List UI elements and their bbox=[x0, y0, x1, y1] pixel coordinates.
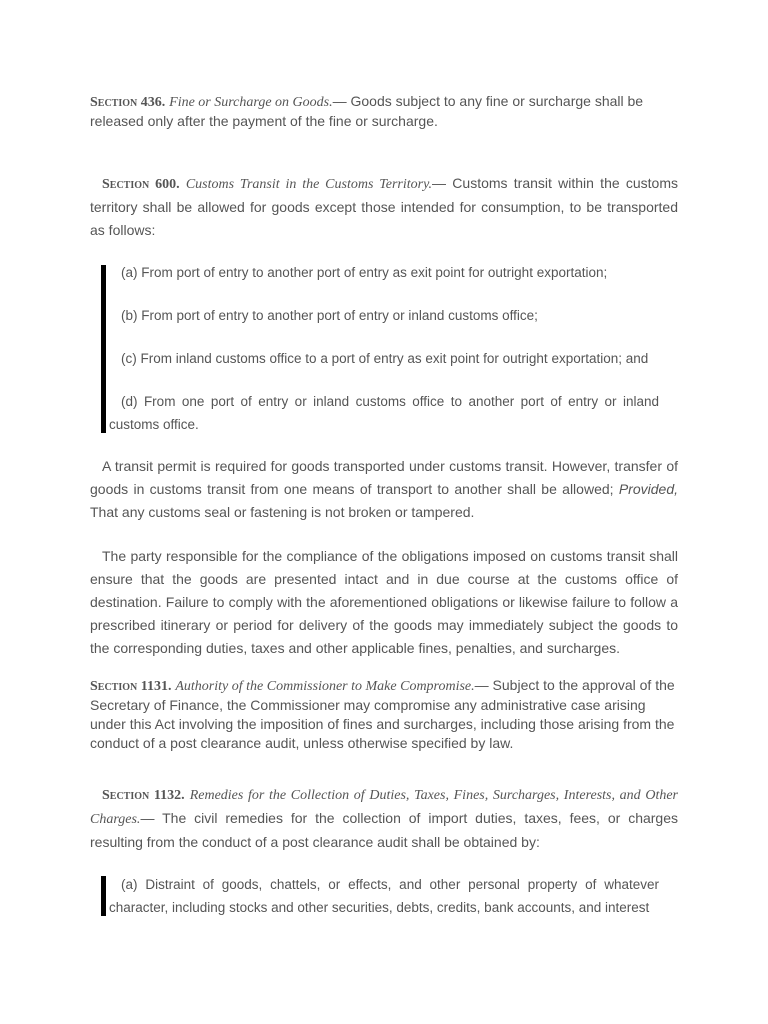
section-600-heading: Section 600. bbox=[102, 177, 180, 192]
section-1132 bbox=[90, 783, 678, 854]
quote-bar-2 bbox=[101, 876, 106, 916]
section-436 bbox=[90, 92, 678, 131]
section-1132-body: The civil remedies for the collection of import duties, taxes, fees, or charges resulting from the conduct of a post clearance audit shall be obtained by: bbox=[90, 810, 679, 850]
section-600-item-c: (c) From inland customs office to a port of entry as exit point for outright exportation; and bbox=[121, 351, 649, 366]
section-436-dash: — bbox=[332, 93, 347, 109]
section-1131-heading: Section 1131. bbox=[90, 679, 172, 694]
section-600-item-d: (d) From one port of entry or inland customs office to another port of entry or inland customs office. bbox=[109, 394, 659, 432]
section-600 bbox=[90, 172, 678, 242]
section-1132-dash: — bbox=[140, 810, 155, 826]
section-600-paragraph-2: The party responsible for the compliance of the obligations imposed on customs transit shall ensure that the goods are presented intact and in due course at the customs office of destination. Failure to comply with the aforementioned obligations or likewise failure to follow a prescribed itinerary or period for delivery of the goods may immediately subject the goods to the corresponding duties, taxes and other applicable fines, penalties, and surcharges. bbox=[90, 548, 678, 656]
section-1132-item-a: (a) Distraint of goods, chattels, or effects, and other personal property of whatever character, including stocks and other securities, debts, credits, bank accounts, and interest bbox=[109, 877, 659, 915]
section-600-item-a: (a) From port of entry to another port of entry as exit point for outright exportation; bbox=[121, 265, 608, 280]
section-1131-body: Subject to the approval of the Secretary of Finance, the Commissioner may compromise any administrative case arising under this Act involving the imposition of fines and surcharges, including those arising from the conduct of a post clearance audit, unless otherwise specified by law. bbox=[90, 677, 675, 751]
section-436-title: Fine or Surcharge on Goods. bbox=[169, 95, 333, 110]
section-436-body: Goods subject to any fine or surcharge shall be released only after the payment of the fine or surcharge. bbox=[90, 93, 644, 129]
section-600-paragraph-1-start: A transit permit is required for goods transported under customs transit. However, transfer of goods in customs transit from one means of transport to another shall be allowed; bbox=[90, 458, 678, 497]
section-1131-title: Authority of the Commissioner to Make Compromise. bbox=[175, 679, 475, 694]
section-600-item-b: (b) From port of entry to another port of entry or inland customs office; bbox=[121, 308, 538, 323]
section-600-paragraph-1 bbox=[90, 455, 678, 524]
section-600-title: Customs Transit in the Customs Territory. bbox=[185, 177, 433, 192]
section-1131 bbox=[90, 676, 678, 753]
section-1132-heading: Section 1132. bbox=[102, 788, 185, 803]
section-600-dash: — bbox=[432, 175, 447, 191]
quote-bar bbox=[101, 265, 106, 433]
section-436-heading: Section 436. bbox=[90, 95, 166, 110]
section-600-paragraph-1-end: That any customs seal or fastening is not broken or tampered. bbox=[90, 504, 475, 520]
provided-term: Provided, bbox=[618, 481, 678, 497]
section-1131-dash: — bbox=[474, 677, 489, 693]
section-600-body: Customs transit within the customs territory shall be allowed for goods except those intended for consumption, to be transported as follows: bbox=[90, 175, 679, 238]
section-1132-title: Remedies for the Collection of Duties, Taxes, Fines, Surcharges, Interests, and Other Charges. bbox=[90, 788, 678, 827]
